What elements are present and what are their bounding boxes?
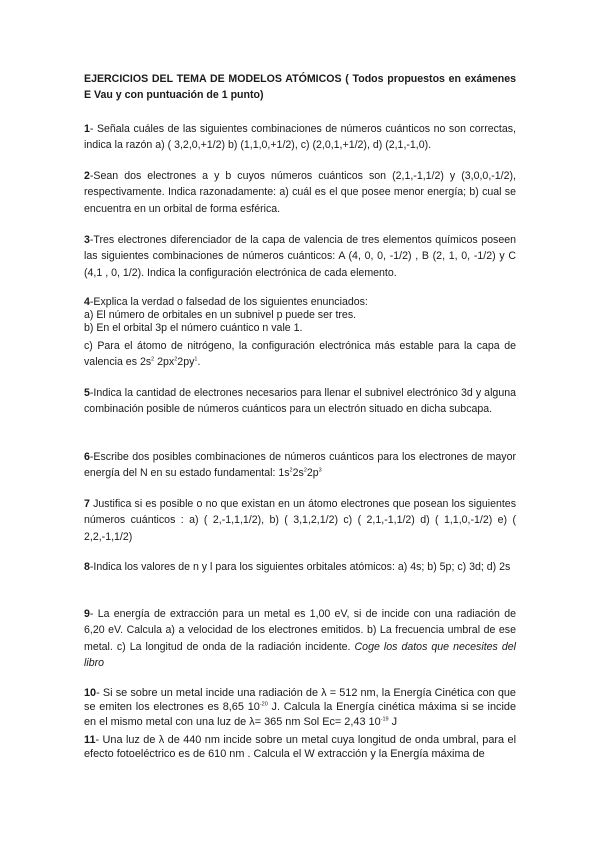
exercise-text: -Sean dos electrones a y b cuyos números cuánticos son (2,1,-1,1/2) y (3,0,0,-1/2), respectivamente. Indica razonadamente: a) cuál es el que posee menor energía; b) cual se encuentra en un orbital de forma esférica. [84,170,516,215]
exercise-number: 5 [84,387,90,399]
exercise-number: 10 [84,687,97,699]
exercise-6 [84,449,516,482]
exercise-text-part: J. Calcula la Energía cinética máxima si se incide en el mismo metal con una luz de λ= 365 nm Sol Ec= 2,43 10 [84,701,517,728]
exercise-number: 8 [84,561,90,573]
superscript: 2 [289,467,293,474]
document-title [84,71,516,104]
exercise-number: 7 [84,498,90,510]
exercise-2 [84,168,516,217]
exercise-note: Coge los datos que necesites del libro [84,640,516,670]
exercise-3 [84,232,516,281]
exercise-number: 4 [84,296,90,308]
superscript: 3 [318,467,322,474]
statement-c: c) Para el átomo de nitrógeno, la configuración electrónica más estable para la capa de valencia es 2s [84,339,516,369]
statement-c-part: 2py [177,356,195,369]
exercise-number: 3 [84,234,90,246]
superscript: 2 [303,467,307,474]
exercise-number: 11 [84,734,96,746]
exercise-text-part: 2p [306,467,319,480]
exercise-number: 6 [84,451,90,463]
exercise-text: Justifica si es posible o no que existan en un átomo electrones que posean los siguientes números cuánticos : a) ( 2,-1,1,1/2), b) ( 3,1,2,1/2) c) ( 2,1,-1,1/2) d) ( 1,1,0,-1/2) e) ( 2,2,-1,1/2) [84,498,516,543]
exercise-text: - Señala cuáles de las siguientes combinaciones de números cuánticos no son correctas, indica la razón a) ( 3,2,0,+1/2) b) (1,1,0,+1/2), c) (2,0,1,+1/2), d) (2,1,-1,0). [84,123,516,152]
exercise-text: -Indica la cantidad de electrones necesarios para llenar el subnivel electrónico 3d y alguna combinación posible de números cuánticos para un electrón situado en dicha subcapa. [84,387,516,416]
exercise-number: 9 [84,608,90,620]
exercise-intro: -Explica la verdad o falsedad de los siguientes enunciados: [89,296,368,308]
superscript: -20 [259,701,268,708]
superscript: 2 [151,356,155,363]
exercise-10 [84,686,516,729]
exercise-number: 1 [84,123,90,135]
title-text: EJERCICIOS DEL TEMA DE MODELOS ATÓMICOS ( Todos propuestos en exámenes E Vau y con puntuación de 1 punto) [84,73,516,102]
exercise-text: - Una luz de λ de 440 nm incide sobre un metal cuya longitud de onda umbral, para el efecto fotoeléctrico es de 610 nm . Calcula el W extracción y la Energía máxima de [84,734,516,761]
superscript: 1 [194,356,198,363]
exercise-text: -Tres electrones diferenciador de la capa de valencia de tres elementos químicos poseen las siguientes combinaciones de números cuánticos: A (4, 0, 0, -1/2) , B (2, 1, 0, -1/2) y C (4,1 , 0, 1/2). Indica la configuración electrónica de cada elemento. [84,234,516,279]
exercise-number: 2 [84,170,90,182]
statement-c-part: 2px [154,356,175,369]
exercise-text: - Si se sobre un metal incide una radiación de λ = 512 nm, la Energía Cinética con que se emiten los electrones es 8,65 10 [84,687,516,714]
exercise-4 [84,296,516,370]
exercise-text-part: J [388,715,398,728]
statement-c-part: . [197,356,201,369]
exercise-1 [84,121,516,154]
superscript: -19 [380,716,389,723]
exercise-11 [84,733,516,762]
statement-a: a) El número de orbitales en un subnivel p puede ser tres. [84,309,357,322]
exercise-8 [84,559,516,575]
superscript: 2 [174,356,178,363]
exercise-9 [84,606,516,672]
exercise-text: - La energía de extracción para un metal es 1,00 eV, si de incide con una radiación de 6,20 eV. Calcula a) a velocidad de los electrones emitidos. b) La frecuencia umbral de ese metal. c) La longitud de onda de la radiación incidente. [84,608,516,653]
statement-b: b) En el orbital 3p el número cuántico n vale 1. [84,322,303,335]
exercise-text: -Indica los valores de n y l para los siguientes orbitales atómicos: a) 4s; b) 5p; c) 3d; d) 2s [89,561,511,573]
exercise-text: -Escribe dos posibles combinaciones de números cuánticos para los electrones de mayor energía del N en su estado fundamental: 1s [84,451,516,480]
exercise-7 [84,496,516,545]
exercise-5 [84,385,516,418]
exercise-text-part: 2s [292,467,304,480]
